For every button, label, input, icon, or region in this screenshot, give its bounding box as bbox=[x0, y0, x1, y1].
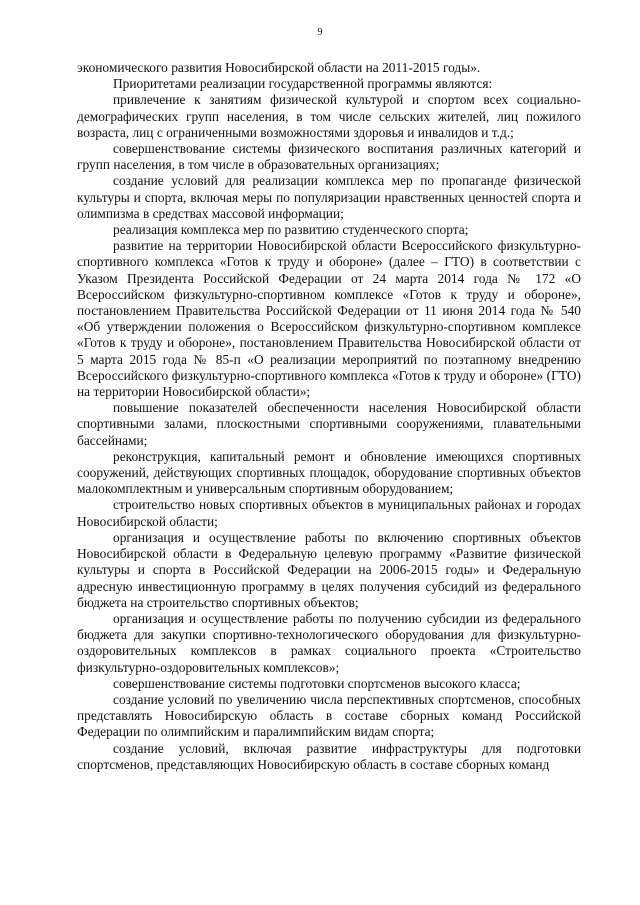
paragraph-9: реконструкция, капитальный ремонт и обновление имеющихся спортивных сооружений, действующих спортивных площадок, оборудование спортивных объектов малокомплектным и универсальным спортивным оборудованием; bbox=[77, 448, 581, 497]
paragraph-6: реализация комплекса мер по развитию студенческого спорта; bbox=[113, 222, 469, 238]
page-number: 9 bbox=[317, 27, 323, 38]
paragraph-1: экономического развития Новосибирской области на 2011-2015 годы». bbox=[77, 60, 481, 75]
paragraph-15: создание условий, включая развитие инфраструктуры для подготовки спортсменов, представляющих Новосибирскую область в составе сборных команд bbox=[77, 740, 581, 772]
document-body bbox=[77, 60, 581, 773]
paragraph-11: организация и осуществление работы по включению спортивных объектов Новосибирской области в Федеральную целевую программу «Развитие физической культуры и спорта в Российской Федерации на 2006-2015 годы» и Федеральную адресную инвестиционную программу в целях получения субсидий из федерального бюджета на строительство спортивных объектов; bbox=[77, 529, 581, 610]
paragraph-7: развитие на территории Новосибирской области Всероссийского физкультурно-спортивного комплекса «Готов к труду и обороне» (далее – ГТО) в соответствии с Указом Президента Российской Федерации от 24 марта 2014 года № 172 «О Всероссийском физкультурно-спортивном комплексе «Готов к труду и обороне», постановлением Правительства Российской Федерации от 11 июня 2014 года № 540 «Об утверждении положения о Всероссийском физкультурно-спортивном комплексе «Готов к труду и обороне», постановлением Правительства Новосибирской области от 5 марта 2015 года № 85-п «О реализации мероприятий по поэтапному внедрению Всероссийского физкультурно-спортивного комплекса «Готов к труду и обороне» (ГТО) на территории Новосибирской области»; bbox=[77, 238, 581, 400]
paragraph-5: создание условий для реализации комплекса мер по пропаганде физической культуры и спорта, включая меры по популяризации нравственных ценностей спорта и олимпизма в средствах массовой информации; bbox=[77, 173, 581, 221]
paragraph-13: совершенствование системы подготовки спортсменов высокого класса; bbox=[113, 675, 521, 691]
paragraph-2: Приоритетами реализации государственной программы являются: bbox=[113, 76, 493, 92]
paragraph-3: привлечение к занятиям физической культурой и спортом всех социально-демографических групп населения, в том числе сельских жителей, лиц пожилого возраста, лиц с ограниченными возможностями здоровья и инвалидов и т.д.; bbox=[77, 92, 581, 140]
paragraph-10: строительство новых спортивных объектов в муниципальных районах и городах Новосибирской области; bbox=[77, 497, 581, 529]
paragraph-4: совершенствование системы физического воспитания различных категорий и групп населения, в том числе в образовательных организациях; bbox=[77, 141, 581, 173]
paragraph-14: создание условий по увеличению числа перспективных спортсменов, способных представлять Новосибирскую область в составе сборных команд Российской Федерации по олимпийским и паралимпийским видам спорта; bbox=[77, 691, 581, 740]
paragraph-8: повышение показателей обеспеченности населения Новосибирской области спортивными залами, плоскостными спортивными сооружениями, плавательными бассейнами; bbox=[77, 400, 581, 448]
paragraph-12: организация и осуществление работы по получению субсидии из федерального бюджета для закупки спортивно-технологического оборудования для физкультурно-оздоровительных комплексов в рамках социального проекта «Строительство физкультурно-оздоровительных комплексов»; bbox=[77, 610, 581, 675]
